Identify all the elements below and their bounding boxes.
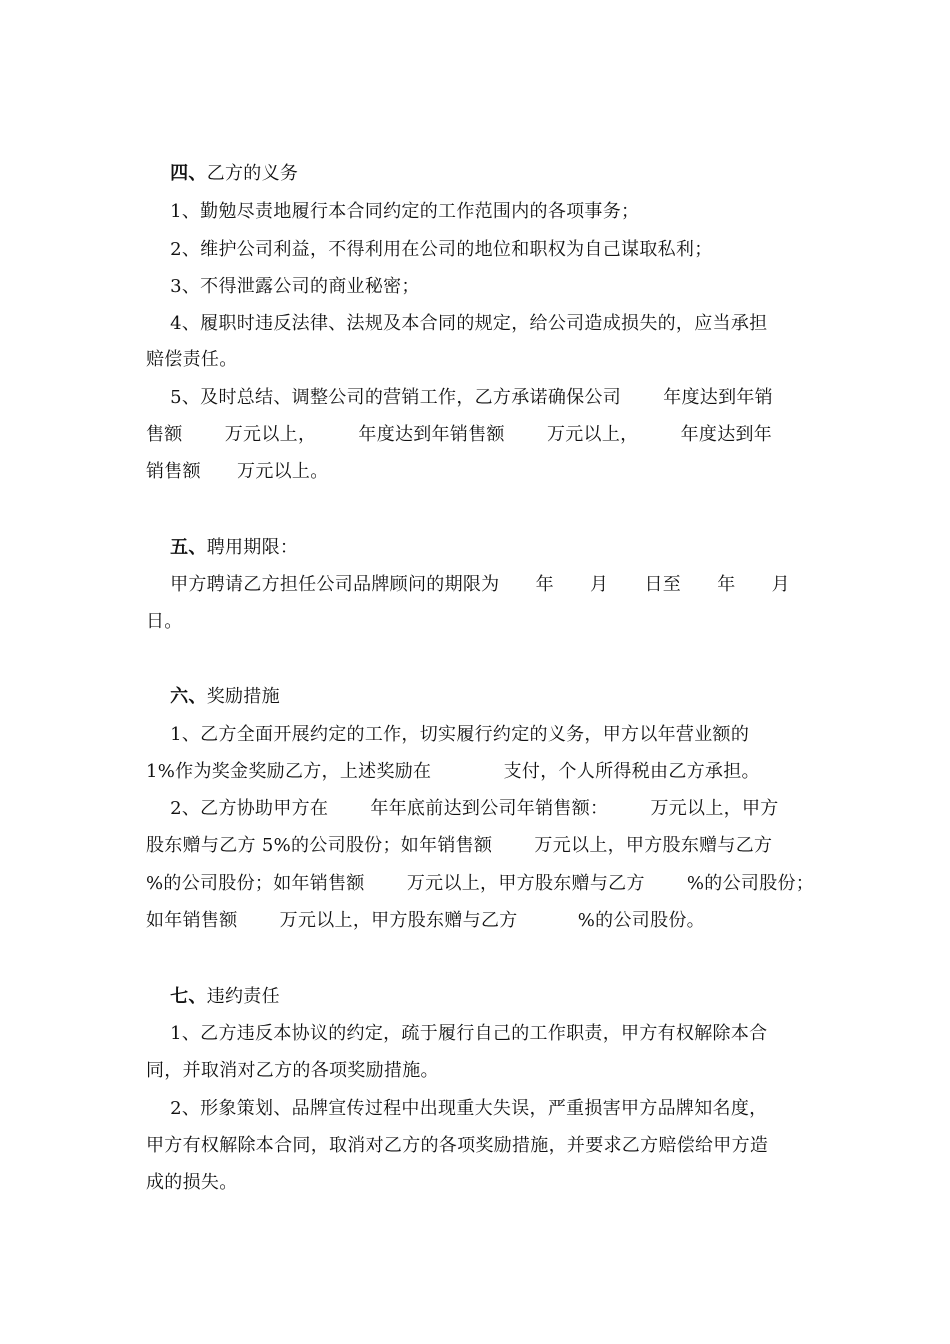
- section-6-line: 股东赠与乙方 5%的公司股份；如年销售额 万元以上，甲方股东赠与乙方: [146, 835, 773, 856]
- section-6-number: 六、: [170, 686, 207, 707]
- section-5-line: 甲方聘请乙方担任公司品牌顾问的期限为 年 月 日至 年 月: [146, 574, 790, 595]
- section-7-number: 七、: [170, 986, 207, 1007]
- section-6-line: 2、乙方协助甲方在 年年底前达到公司年销售额： 万元以上，甲方: [146, 798, 779, 819]
- section-7-line: 成的损失。: [146, 1172, 238, 1193]
- section-6-line: 1、乙方全面开展约定的工作，切实履行约定的义务，甲方以年营业额的: [146, 724, 750, 745]
- section-4-heading: [146, 162, 298, 186]
- section-7-line: 同，并取消对乙方的各项奖励措施。: [146, 1060, 439, 1081]
- section-7-line: 1、乙方违反本协议的约定，疏于履行自己的工作职责，甲方有权解除本合: [146, 1023, 768, 1044]
- section-5-title: 聘用期限：: [206, 537, 299, 558]
- section-7-heading: [146, 985, 280, 1009]
- section-6-line: %的公司股份；如年销售额 万元以上，甲方股东赠与乙方 %的公司股份；: [146, 873, 815, 894]
- section-4-line: 销售额 万元以上。: [146, 461, 329, 482]
- section-4-line: 4、履职时违反法律、法规及本合同的规定，给公司造成损失的，应当承担: [146, 313, 768, 334]
- section-4-line: 5、及时总结、调整公司的营销工作，乙方承诺确保公司 年度达到年销: [146, 387, 773, 408]
- section-5-line: 日。: [146, 611, 183, 632]
- section-6-line: 如年销售额 万元以上，甲方股东赠与乙方 %的公司股份。: [146, 910, 705, 931]
- section-4-title: 乙方的义务: [206, 163, 299, 184]
- section-7-line: 2、形象策划、品牌宣传过程中出现重大失误，严重损害甲方品牌知名度，: [146, 1098, 768, 1119]
- section-4-line: 3、不得泄露公司的商业秘密；: [146, 276, 420, 297]
- section-4-line: 2、维护公司利益，不得利用在公司的地位和职权为自己谋取私利；: [146, 239, 713, 260]
- section-5-heading: [146, 536, 298, 560]
- section-7-title: 违约责任: [206, 986, 280, 1007]
- section-4-line: 售额 万元以上， 年度达到年销售额 万元以上， 年度达到年: [146, 424, 773, 445]
- section-4-line: 赔偿责任。: [146, 349, 238, 370]
- section-4-line: 1、勤勉尽责地履行本合同约定的工作范围内的各项事务；: [146, 201, 640, 222]
- section-4-number: 四、: [170, 163, 207, 184]
- section-6-heading: [146, 685, 280, 709]
- section-7-line: 甲方有权解除本合同，取消对乙方的各项奖励措施，并要求乙方赔偿给甲方造: [146, 1135, 769, 1156]
- section-5-number: 五、: [170, 537, 207, 558]
- section-6-line: 1%作为奖金奖励乙方，上述奖励在 支付，个人所得税由乙方承担。: [146, 761, 760, 782]
- section-6-title: 奖励措施: [206, 686, 280, 707]
